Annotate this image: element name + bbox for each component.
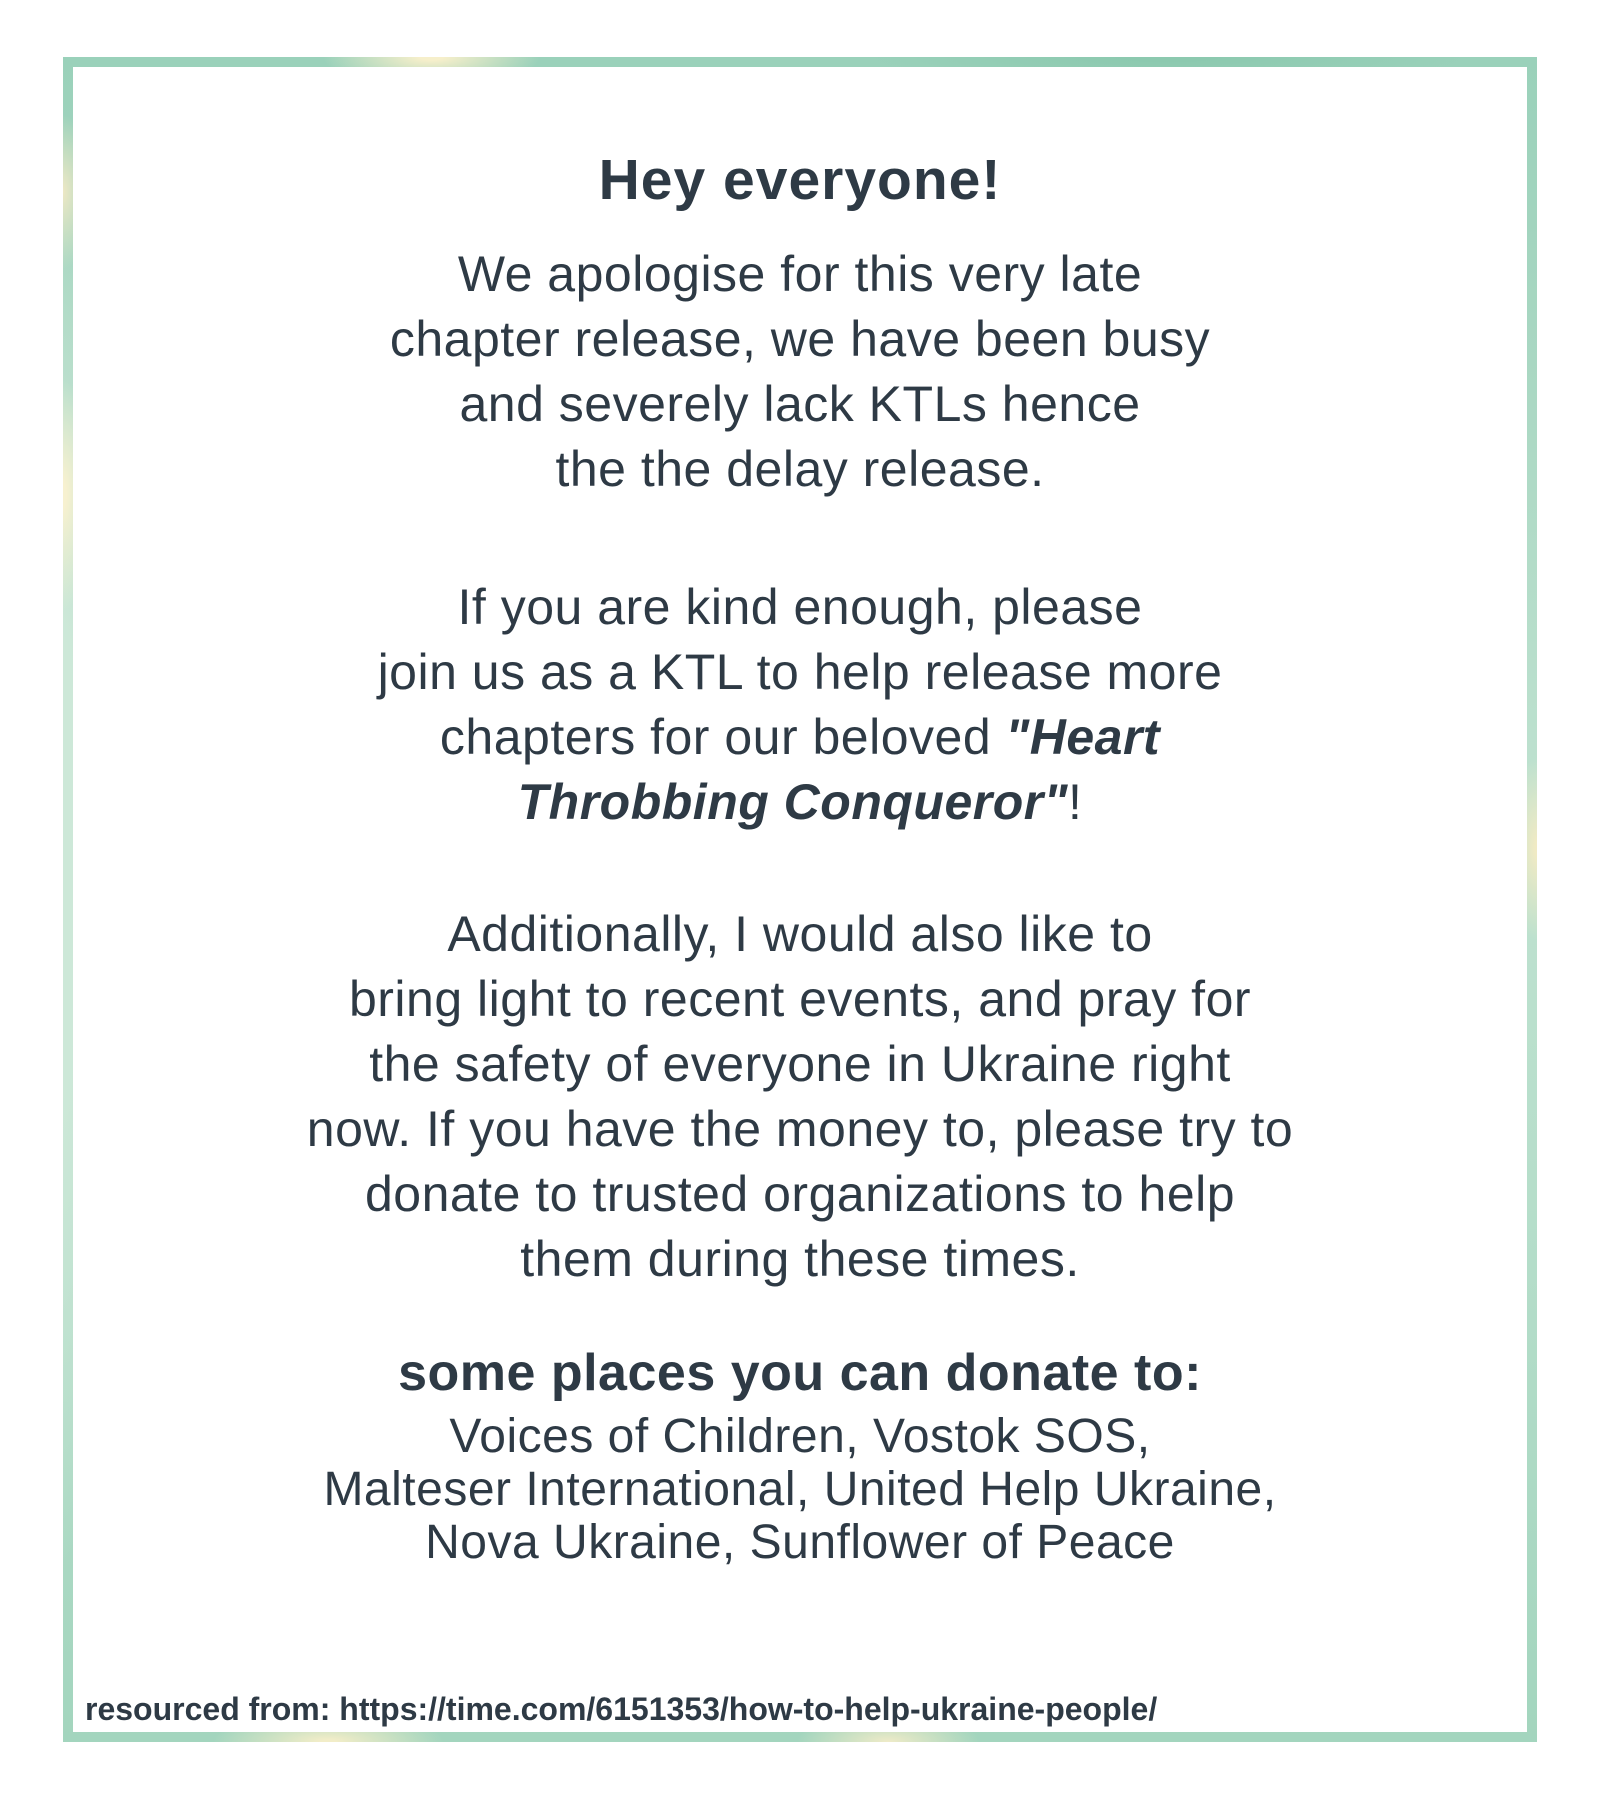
- series-title-emphasis: "Heart: [1005, 709, 1161, 765]
- donate-organizations-list: [73, 1410, 1527, 1569]
- donate-organizations-line: Malteser International, United Help Ukraine,: [323, 1463, 1277, 1516]
- paragraph-line: If you are kind enough, please: [457, 579, 1143, 635]
- donate-organizations-line: Voices of Children, Vostok SOS,: [449, 1410, 1151, 1463]
- paragraph-line: [73, 770, 1527, 835]
- paragraph-line: them during these times.: [520, 1231, 1080, 1287]
- paragraph-line: now. If you have the money to, please try to: [306, 1101, 1294, 1157]
- paragraph-recruitment: [73, 575, 1527, 835]
- paragraph-text: !: [1067, 774, 1083, 830]
- paragraph-apology: [73, 242, 1527, 502]
- series-title-emphasis: Throbbing Conqueror": [517, 774, 1068, 830]
- paragraph-text: chapters for our beloved: [439, 709, 1006, 765]
- paragraph-line: and severely lack KTLs hence: [459, 376, 1141, 432]
- paragraph-line: the safety of everyone in Ukraine right: [369, 1036, 1231, 1092]
- paragraph-line: join us as a KTL to help release more: [377, 644, 1223, 700]
- donate-organizations-line: Nova Ukraine, Sunflower of Peace: [425, 1516, 1175, 1569]
- announcement-card: [73, 67, 1527, 1732]
- watercolor-border-frame: [63, 57, 1537, 1742]
- paragraph-line: [73, 705, 1527, 770]
- donate-heading: some places you can donate to:: [398, 1344, 1202, 1402]
- source-url-text: resourced from: https://time.com/6151353/how-to-help-ukraine-people/: [85, 1691, 1158, 1727]
- paragraph-line: chapter release, we have been busy: [389, 311, 1211, 367]
- paragraph-ukraine: [73, 902, 1527, 1292]
- paragraph-line: Additionally, I would also like to: [447, 906, 1153, 962]
- paragraph-line: the the delay release.: [555, 441, 1045, 497]
- paragraph-line: We apologise for this very late: [457, 246, 1143, 302]
- announcement-heading: Hey everyone!: [598, 148, 1002, 212]
- paragraph-line: donate to trusted organizations to help: [364, 1166, 1236, 1222]
- paragraph-line: bring light to recent events, and pray for: [348, 971, 1252, 1027]
